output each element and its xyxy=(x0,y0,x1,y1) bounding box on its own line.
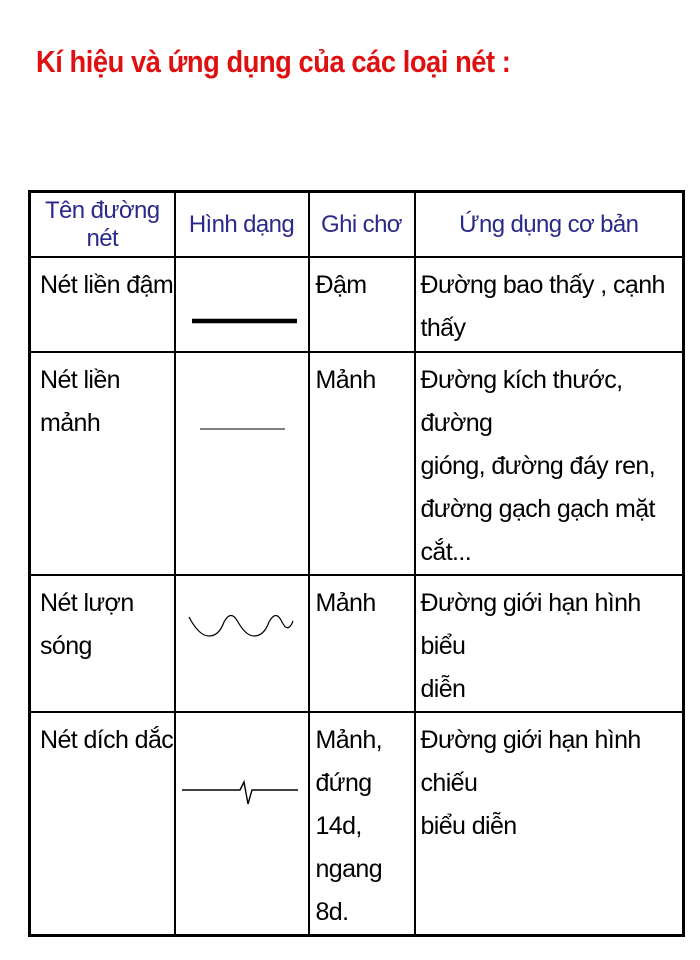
table-header-row xyxy=(30,192,684,258)
row-name-cell xyxy=(30,712,175,936)
thick-continuous-line-icon xyxy=(176,258,310,353)
zigzag-line-icon xyxy=(176,713,310,905)
line-usage: Đường giới hạn hình biểu diễn xyxy=(420,589,641,703)
page-title: Kí hiệu và ứng dụng của các loại nét : xyxy=(36,44,511,79)
line-name: Nét dích dắc xyxy=(40,726,174,754)
header-shape: Hình dạng xyxy=(175,192,309,258)
line-name: Nét liền mảnh xyxy=(40,366,120,437)
row-note-cell xyxy=(309,257,415,352)
row-name-cell xyxy=(30,257,175,352)
thin-continuous-line-icon xyxy=(176,353,310,501)
line-usage: Đường giới hạn hình chiếu biểu diễn xyxy=(420,726,641,840)
row-shape-cell xyxy=(175,257,309,352)
line-usage: Đường bao thấy , cạnh thấy xyxy=(420,271,665,342)
row-shape-cell xyxy=(175,575,309,712)
line-note: Mảnh, đứng 14d, ngang 8d. xyxy=(315,726,383,926)
line-note: Mảnh xyxy=(315,589,376,617)
line-name: Nét lượn sóng xyxy=(40,589,134,660)
line-usage: Đường kích thước, đường gióng, đường đáy ren, đường gạch gạch mặt cắt... xyxy=(420,366,656,566)
table-row xyxy=(30,352,684,575)
table-row xyxy=(30,257,684,352)
row-shape-cell xyxy=(175,352,309,575)
line-name: Nét liền đậm xyxy=(40,271,174,299)
wavy-line-icon xyxy=(176,576,310,693)
row-note-cell xyxy=(309,712,415,936)
header-usage: Ứng dụng cơ bản xyxy=(415,192,684,258)
table-row xyxy=(30,575,684,712)
row-note-cell xyxy=(309,352,415,575)
header-note: Ghi chơ xyxy=(309,192,415,258)
row-shape-cell xyxy=(175,712,309,936)
row-note-cell xyxy=(309,575,415,712)
line-types-table xyxy=(28,190,685,937)
row-name-cell xyxy=(30,575,175,712)
row-usage-cell xyxy=(415,712,684,936)
table-row xyxy=(30,712,684,936)
row-usage-cell xyxy=(415,257,684,352)
line-note: Đậm xyxy=(315,271,367,299)
row-name-cell xyxy=(30,352,175,575)
row-usage-cell xyxy=(415,575,684,712)
line-note: Mảnh xyxy=(315,366,376,394)
header-line-name: Tên đường nét xyxy=(30,192,175,258)
row-usage-cell xyxy=(415,352,684,575)
